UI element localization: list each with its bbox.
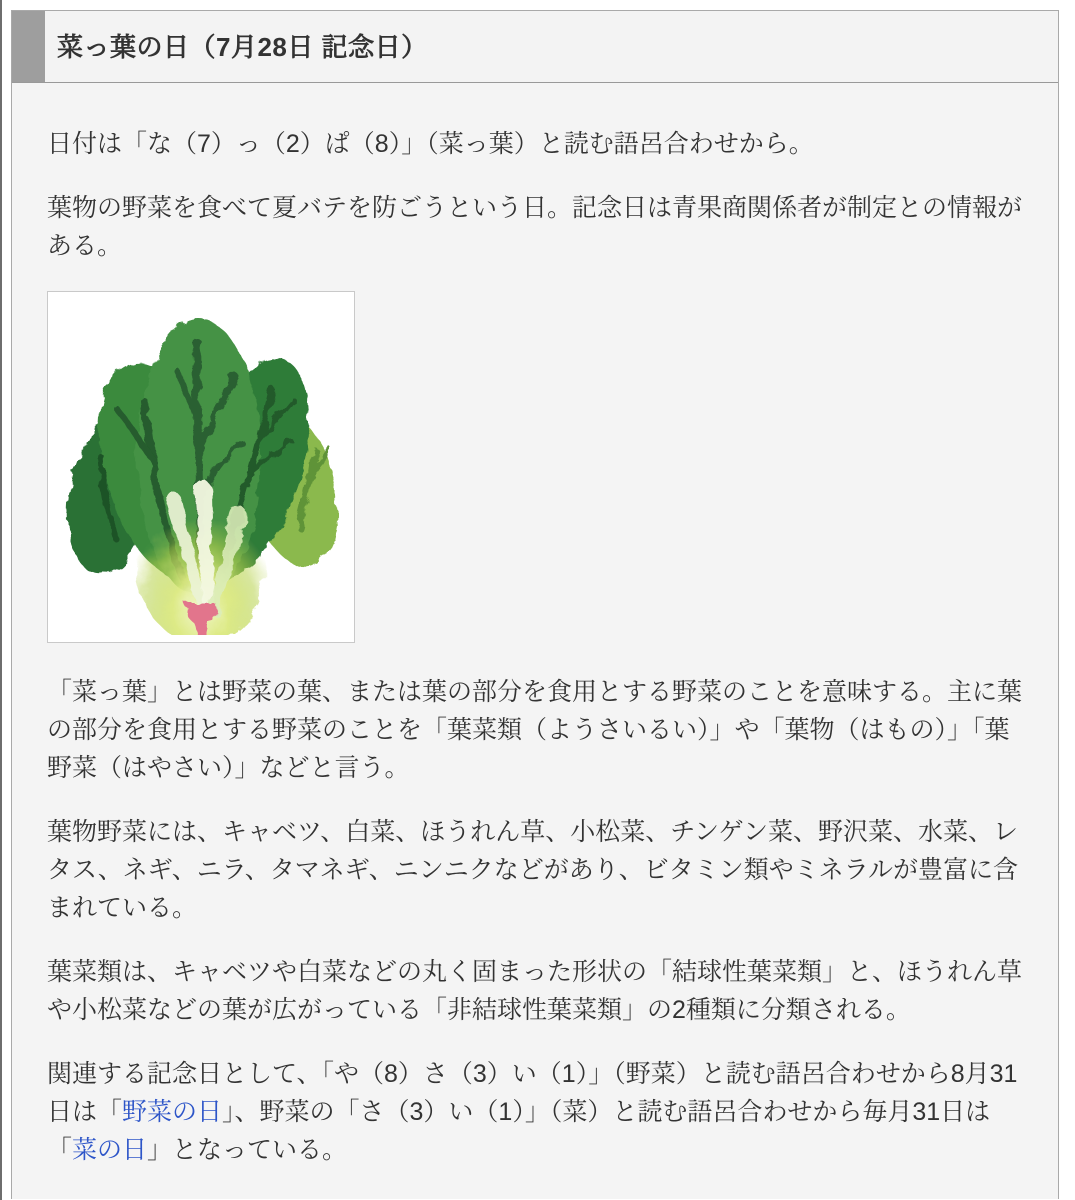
window-left-edge (0, 0, 2, 1200)
paragraph-purpose: 葉物の野菜を食べて夏バテを防ごうという日。記念日は青果商関係者が制定との情報がある。 (47, 194, 1023, 260)
header-accent-bar (12, 11, 45, 82)
link-na-no-hi[interactable]: 菜の日 (72, 1136, 148, 1164)
related-days-text-1: 関連する記念日として、「や（8）さ（3）い（1）」（野菜）と読む語呂合わせから8月31日は「 (47, 1060, 1018, 1126)
article-body (12, 83, 1058, 1169)
leaf-group (57, 319, 346, 635)
related-days-text-2: 」、野菜の「さ（3）い（1）」（菜）と読む語呂合わせから毎月31日は「 (47, 1098, 991, 1164)
leafy-greens-illustration (56, 299, 346, 635)
link-yasai-no-hi[interactable]: 野菜の日 (122, 1098, 223, 1126)
paragraph-related-days (47, 1055, 1023, 1169)
paragraph-definition: 「菜っ葉」とは野菜の葉、または葉の部分を食用とする野菜のことを意味する。主に葉の部分を食用とする野菜のことを「葉菜類（ようさいるい）」や「葉物（はもの）」「葉野菜（はやさい）」などと言う。 (47, 678, 1023, 782)
page-title: 菜っ葉の日（7月28日 記念日） (57, 31, 428, 62)
article-header (12, 11, 1058, 83)
article-panel (11, 10, 1059, 1199)
paragraph-examples: 葉物野菜には、キャベツ、白菜、ほうれん草、小松菜、チンゲン菜、野沢菜、水菜、レタス、ネギ、ニラ、タマネギ、ニンニクなどがあり、ビタミン類やミネラルが豊富に含まれている。 (47, 818, 1019, 922)
leafy-greens-figure (47, 291, 355, 643)
paragraph-date-reading: 日付は「な（7）っ（2）ぱ（8）」（菜っ葉）と読む語呂合わせから。 (47, 130, 814, 158)
paragraph-classification: 葉菜類は、キャベツや白菜などの丸く固まった形状の「結球性葉菜類」と、ほうれん草や小松菜などの葉が広がっている「非結球性葉菜類」の2種類に分類される。 (47, 958, 1023, 1024)
related-days-text-3: 」となっている。 (147, 1136, 348, 1164)
